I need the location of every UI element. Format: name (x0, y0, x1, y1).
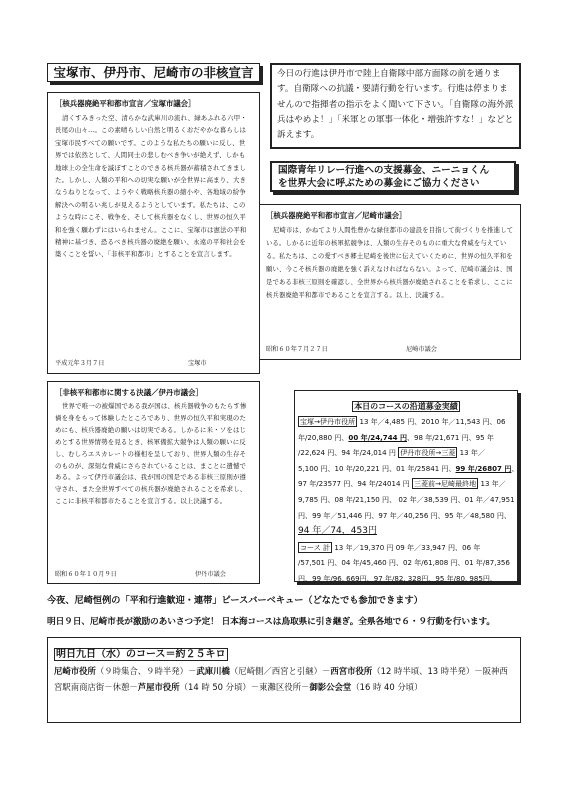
donation-text: 13 年／19,370 円 09 年／33,947 円、06 年 (332, 542, 481, 552)
itami-org: 伊丹市議会 (195, 571, 226, 578)
route-detail: （12 時半頃、13 時半発）－阪神西宮駅南商店街－休憩－ (54, 666, 508, 692)
tomorrow-course-route (54, 664, 514, 696)
bbq-announcement: 今夜、尼崎恒例の「平和行進歓迎・連帯」ピースバーベキュー（どなたでも参加できます） (47, 595, 423, 606)
donation-text: 13 年／ (478, 479, 506, 489)
amagasaki-org: 尼崎市議会 (406, 346, 437, 353)
course-segment-label: 伊丹市役所→三菱 (400, 448, 456, 458)
amagasaki-header: ［核兵器廃絶平和都市宣言／尼崎市議会］ (266, 211, 407, 220)
donation-text: 年/20,880 円、 (298, 432, 349, 442)
takarazuka-declaration (47, 92, 260, 374)
title-box (47, 63, 260, 82)
donation-line (298, 555, 514, 571)
donations-record (294, 390, 518, 582)
donation-line (298, 508, 514, 524)
fundraising-banner (270, 161, 516, 192)
route-detail: （14 時 50 分頃）－東灘区役所－ (179, 681, 310, 692)
tomorrow-note: 明日９日、尼崎市長が激励のあいさつ予定！ 日本海コースは鳥取県に引き継ぎ。全県各地で６・９行動を行います。 (47, 617, 495, 627)
donations-title-wrap (298, 394, 514, 413)
route-stop: 西宮市役所 (330, 666, 373, 676)
donation-text: 13 年／4,485 円、2010 年／11,543 円、06 (357, 417, 506, 426)
donation-line (298, 414, 514, 430)
donation-highlight: 00 年/24,744 円 (348, 432, 407, 442)
course-segment-label: 宝塚→伊丹市役所 (300, 417, 356, 426)
tomorrow-course (47, 637, 521, 723)
fundraising-line2: を世界大会に呼ぶための募金にご協力ください (278, 177, 480, 189)
donation-highlight: 99 年/26807 円 (455, 463, 512, 473)
donation-line (298, 461, 519, 477)
donation-text: /57,501 円、04 年/45,460 円、02 年/61,808 円、01 年/87,356 (298, 558, 510, 568)
donation-line (298, 476, 514, 492)
route-stop: 御影公会堂 (309, 681, 352, 692)
protest-notice-text: 今日の行進は伊丹市で陸上自衛隊中部方面隊の前を通ります。自衛隊への抗議・要請行動を行います。行進は停まりませんので指揮者の指示をよく聞いて下さい。「自衛隊の海外派兵はやめよ！」「米軍との軍事一体化・増強許すな！」などと訴えます。 (277, 69, 514, 141)
donation-text: 円、99 年/96, 669円、97 年/82, 328円、95 年/80, 985円、 (298, 573, 497, 583)
donation-line (298, 571, 514, 587)
donation-line (298, 492, 514, 508)
amagasaki-declaration (259, 204, 521, 360)
donation-text: 、 (511, 463, 519, 473)
tomorrow-course-title-wrap (54, 642, 514, 661)
takarazuka-header: ［核兵器廃絶平和都市宣言／宝塚市議会］ (55, 99, 196, 108)
donation-line (298, 430, 514, 446)
itami-resolution (47, 381, 260, 584)
donation-line (298, 445, 514, 461)
itami-body: 世界で唯一の被爆国である我が国は、核兵器戦争のもたらす惨禍を身をもって体験したところであり、世界の恒久平和実現のためにも、核兵器廃絶の願いは切実である。しかるに米・ソをはじめとする世界情勢を見るとき、核軍備拡大競争は人類の願いに反し、むしろエスカレートの様相を呈しており、世界人類の生存そのものが、深刻な脅威にさらされていることは、まことに遺憾である。よって伊丹市議会は、我が国の国是である非核三原則が遵守され、また全世界すべての核兵器が廃絶されることを希求し、ここに非核平和都市たることを宣言する。以上決議する。 (55, 402, 247, 506)
amagasaki-date: 昭和６０年７月２７日 (266, 346, 328, 353)
route-detail: （16 時 40 分頃） (351, 681, 423, 692)
tomorrow-course-title: 明日九日（水）のコース＝約２５キロ (56, 649, 226, 660)
page-title: 宝塚市、伊丹市、尼崎市の非核宣言 (53, 65, 254, 80)
itami-date: 昭和６０年１０月９日 (55, 571, 117, 578)
donation-text: /22,624 円、94 年/24,014 円 (298, 448, 399, 458)
route-stop: 武庫川橋 (196, 666, 230, 676)
donation-line (298, 540, 514, 556)
takarazuka-org: 宝塚市 (188, 360, 207, 367)
fundraising-line1: 国際青年リレー行進への支援募金、ニーニョくん (278, 165, 490, 176)
donation-total-line: 94 年／74，453円 (298, 526, 377, 537)
donations-lines (298, 414, 519, 587)
route-detail: （９時集合、９時半発）－ (95, 666, 197, 676)
takarazuka-body: 清くすみきった空、清らかな武庫川の流れ、緑あふれる六甲・長尾の山々…。この素晴らしい自然と明るくおだやかな暮らしは宝塚市民すべての願いです。このような私たちの願いに反し、世界では依然として、人間同士の悲しむべき争いが絶えず、しかも地球上の全生命を滅ぼすことのできる核兵器が蓄積されてきました。しかし、人類の平和への切実な願いが全世界に高まり、大きなうねりとなって、ようやく戦略核兵器の縮小や、各地域の紛争解決への明るい兆しが見えるようとしています。私たちは、このような時にこそ、戦争を、そして核兵器をなくし、世界の恒久平和を強く願わずにはいられません。ここに、宝塚市は憲法の平和精神に基づき、恐るべき核兵器の廃絶を願い、永遠の平和社会を築くことを誓い、「非核平和都市」とすることを宣言します。 (55, 114, 247, 259)
protest-notice (270, 63, 521, 149)
donations-title: 本日のコースの沿道募金実績 (354, 402, 458, 411)
donation-text: 13 年／ (457, 448, 485, 458)
takarazuka-date: 平成元年３月７日 (55, 360, 105, 367)
donation-text: 円、99 年／51,446 円、97 年／40,256 円、95 年／48,580 円、 (298, 510, 511, 520)
itami-header: ［非核平和都市に関する決議／伊丹市議会］ (55, 388, 203, 397)
donation-text: 5,100 円、10 年/20,221 円、01 年/25841 円、 (298, 463, 456, 473)
route-stop: 尼崎市役所 (54, 666, 96, 676)
donation-text: 97 年/23577 円、94 年/24014 円 (298, 479, 412, 489)
route-stop: 芦屋市役所 (137, 681, 180, 692)
amagasaki-body: 尼崎市は、かねてより人間性豊かな緑住都市の建設を目指して街づくりを推進している。しかるに近年の核軍拡競争は、人類の生存そのものに重大な脅威を与えている。私たちは、この愛すべき郷土尼崎を後世に伝えていくために、世界の恒久平和を願い、今こそ核兵器の廃絶を強く訴えなければならない。よって、尼崎市議会は、国是である非核三原則を確認し、全世界から核兵器が廃絶されることを希求し、ここに核兵器廃絶平和都市であることを宣言する。以上、決議する。 (266, 227, 514, 299)
donation-line (298, 523, 514, 540)
donation-text: 、98 年/21,671 円、95 年 (407, 432, 494, 442)
course-segment-label: コース 計 (300, 542, 331, 552)
course-segment-label: 三菱前→尼崎最終地 (413, 479, 477, 489)
donation-text: 9,785 円、08 年/21,150 円、 02 年／38,539 円、01 年／47,951 (298, 494, 515, 504)
route-detail: （尼崎側／西宮と引継）－ (229, 666, 331, 676)
